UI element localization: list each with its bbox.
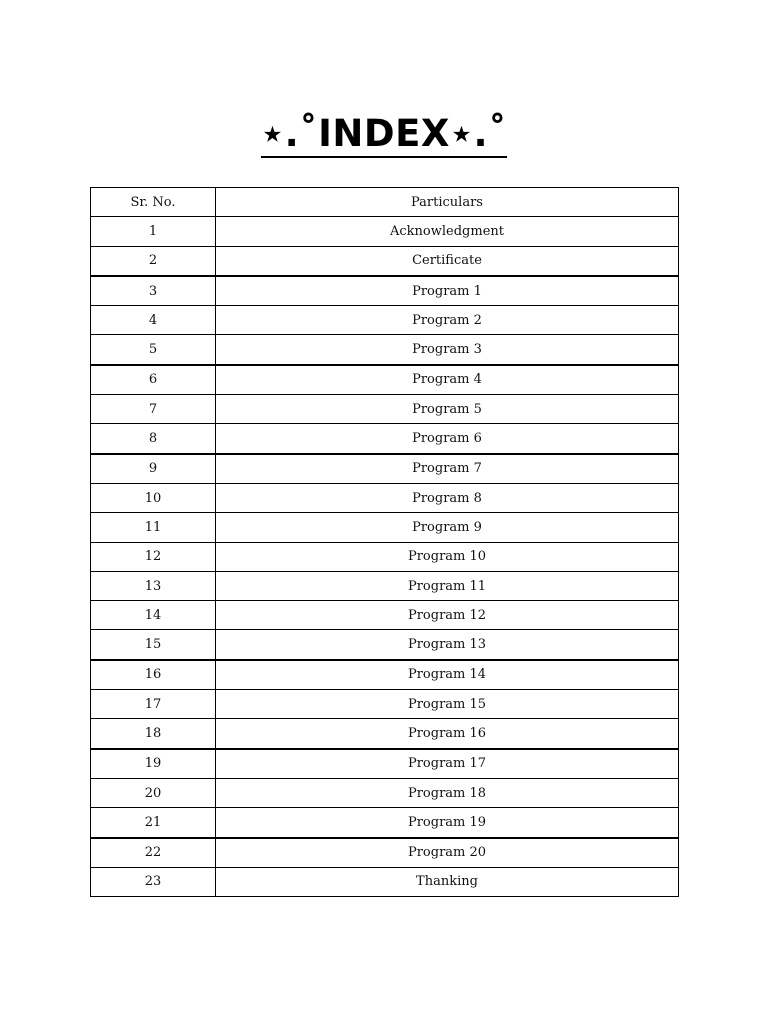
- particulars-cell: Program 16: [216, 719, 679, 749]
- sr-no-cell: 20: [91, 778, 216, 807]
- sr-no-cell: 8: [91, 424, 216, 454]
- particulars-cell: Program 7: [216, 454, 679, 484]
- particulars-cell: Program 17: [216, 749, 679, 779]
- sr-no-cell: 3: [91, 276, 216, 306]
- table-row: [91, 424, 679, 454]
- sr-no-cell: 11: [91, 513, 216, 542]
- table-row: [91, 246, 679, 276]
- table-row: [91, 838, 679, 868]
- sr-no-cell: 12: [91, 542, 216, 571]
- table-row: [91, 778, 679, 807]
- particulars-cell: Program 20: [216, 838, 679, 868]
- particulars-cell: Program 10: [216, 542, 679, 571]
- table-row: [91, 867, 679, 896]
- table-row: [91, 690, 679, 719]
- sr-no-cell: 13: [91, 571, 216, 600]
- table-row: [91, 808, 679, 838]
- sr-no-cell: 10: [91, 483, 216, 512]
- table-row: [91, 542, 679, 571]
- sr-no-cell: 21: [91, 808, 216, 838]
- table-row: [91, 749, 679, 779]
- table-row: [91, 395, 679, 424]
- sr-no-cell: 15: [91, 630, 216, 660]
- particulars-cell: Program 12: [216, 601, 679, 630]
- table-row: [91, 276, 679, 306]
- sr-no-cell: 22: [91, 838, 216, 868]
- particulars-cell: Program 2: [216, 306, 679, 335]
- sr-no-cell: 2: [91, 246, 216, 276]
- table-row: [91, 630, 679, 660]
- table-row: [91, 601, 679, 630]
- table-row: [91, 365, 679, 395]
- particulars-cell: Program 4: [216, 365, 679, 395]
- particulars-cell: Program 15: [216, 690, 679, 719]
- particulars-cell: Certificate: [216, 246, 679, 276]
- index-table: [90, 187, 679, 897]
- table-row: [91, 719, 679, 749]
- particulars-cell: Program 18: [216, 778, 679, 807]
- sr-no-cell: 23: [91, 867, 216, 896]
- particulars-cell: Program 3: [216, 335, 679, 365]
- particulars-cell: Program 11: [216, 571, 679, 600]
- table-row: [91, 454, 679, 484]
- sr-no-cell: 19: [91, 749, 216, 779]
- table-row: [91, 571, 679, 600]
- sr-no-cell: 1: [91, 217, 216, 246]
- table-row: [91, 217, 679, 246]
- table-row: [91, 483, 679, 512]
- header-sr-no: Sr. No.: [91, 188, 216, 217]
- particulars-cell: Program 8: [216, 483, 679, 512]
- sr-no-cell: 18: [91, 719, 216, 749]
- table-row: [91, 513, 679, 542]
- particulars-cell: Program 9: [216, 513, 679, 542]
- particulars-cell: Program 5: [216, 395, 679, 424]
- particulars-cell: Program 1: [216, 276, 679, 306]
- sr-no-cell: 14: [91, 601, 216, 630]
- sr-no-cell: 4: [91, 306, 216, 335]
- sr-no-cell: 16: [91, 660, 216, 690]
- table-header-row: [91, 188, 679, 217]
- sr-no-cell: 9: [91, 454, 216, 484]
- page-title: ⋆.˚INDEX⋆.˚: [261, 112, 507, 158]
- table-row: [91, 306, 679, 335]
- particulars-cell: Program 19: [216, 808, 679, 838]
- particulars-cell: Program 14: [216, 660, 679, 690]
- particulars-cell: Program 6: [216, 424, 679, 454]
- sr-no-cell: 17: [91, 690, 216, 719]
- title-container: [0, 112, 768, 158]
- table-row: [91, 660, 679, 690]
- header-particulars: Particulars: [216, 188, 679, 217]
- table-row: [91, 335, 679, 365]
- sr-no-cell: 7: [91, 395, 216, 424]
- sr-no-cell: 5: [91, 335, 216, 365]
- particulars-cell: Acknowledgment: [216, 217, 679, 246]
- particulars-cell: Thanking: [216, 867, 679, 896]
- sr-no-cell: 6: [91, 365, 216, 395]
- particulars-cell: Program 13: [216, 630, 679, 660]
